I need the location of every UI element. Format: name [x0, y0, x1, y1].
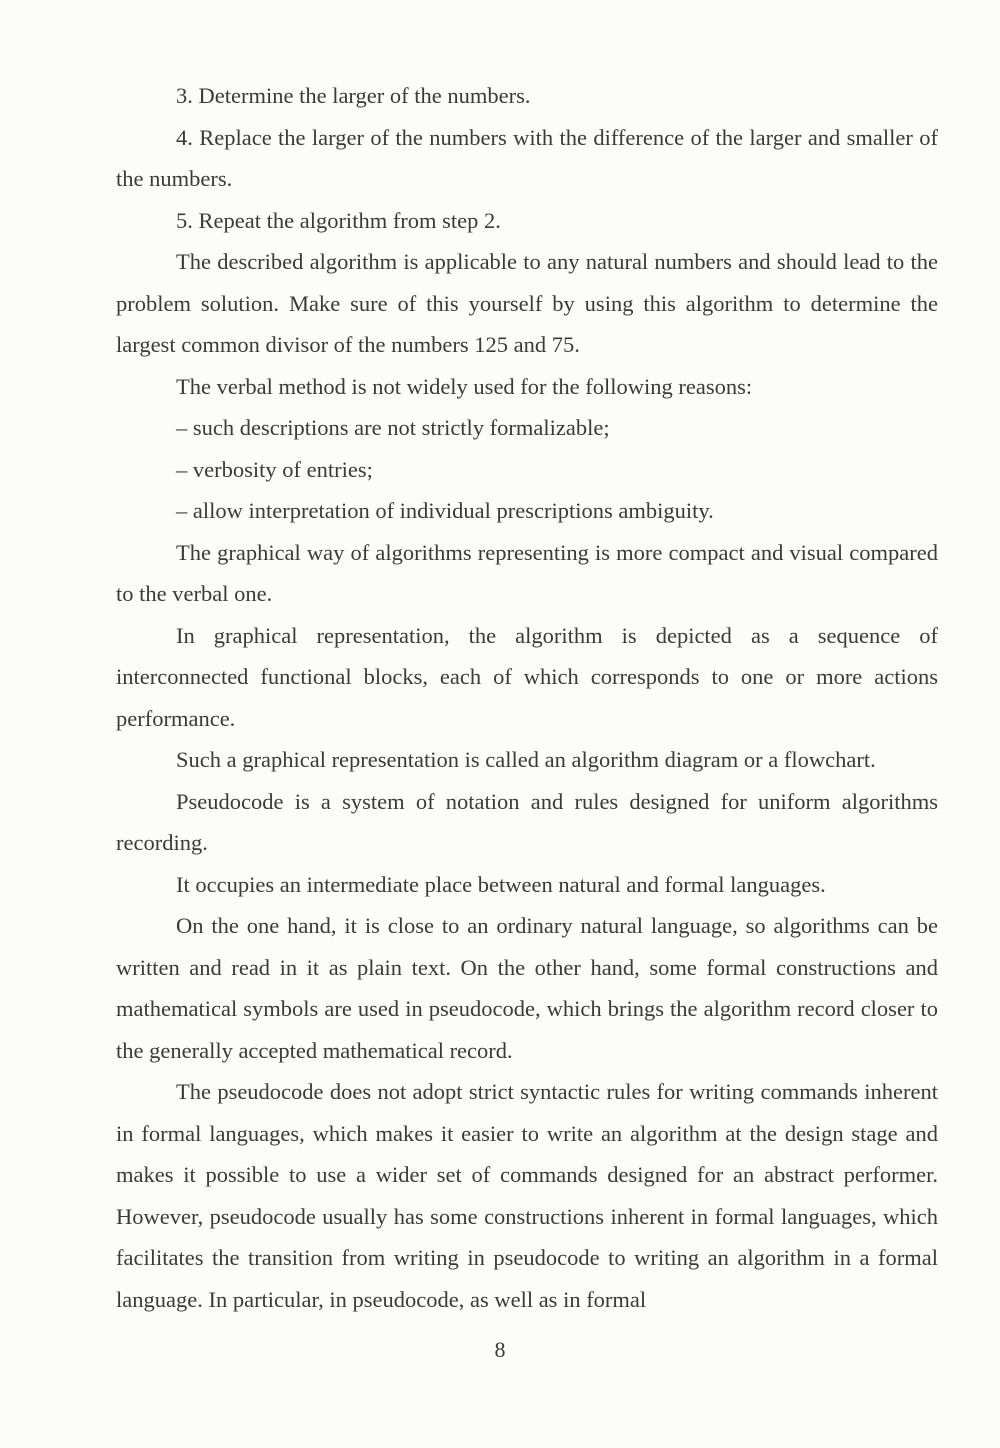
- algorithm-applicability-paragraph: The described algorithm is applicable to any natural numbers and should lead to the problem solution. Make sure of this yourself by using this algorithm to determine the largest common divisor of the numbers 125 and 75.: [116, 249, 938, 357]
- pseudocode-definition-paragraph: Pseudocode is a system of notation and rules designed for uniform algorithms recording.: [116, 788, 938, 855]
- graphical-representation-paragraph: In graphical representation, the algorithm is depicted as a sequence of interconnected functional blocks, each of which corresponds to one or more actions performance.: [116, 622, 938, 731]
- natural-language-paragraph: On the one hand, it is close to an ordinary natural language, so algorithms can be written and read in it as plain text. On the other hand, some formal constructions and mathematical symbols are used in pseudocode, which brings the algorithm record closer to the generally accepted mathematical record.: [116, 913, 938, 1063]
- page-number: 8: [494, 1337, 506, 1362]
- step-5-paragraph: 5. Repeat the algorithm from step 2.: [176, 207, 501, 233]
- reason-item-1: – such descriptions are not strictly formalizable;: [176, 415, 610, 440]
- flowchart-paragraph: Such a graphical representation is called an algorithm diagram or a flowchart.: [176, 747, 876, 772]
- syntactic-rules-paragraph: The pseudocode does not adopt strict syntactic rules for writing commands inherent in formal languages, which makes it easier to write an algorithm at the design stage and makes it possible to use a wider set of commands designed for an abstract performer. However, pseudocode usually has some constructions inherent in formal languages, which facilitates the transition from writing in pseudocode to writing an algorithm in a formal language. In particular, in pseudocode, as well as in formal: [116, 1079, 938, 1312]
- verbal-method-paragraph: The verbal method is not widely used for the following reasons:: [176, 373, 753, 399]
- body-text: [116, 75, 938, 1320]
- step-4-paragraph: 4. Replace the larger of the numbers with the difference of the larger and smaller of the numbers.: [116, 124, 938, 191]
- step-3-paragraph: 3. Determine the larger of the numbers.: [176, 83, 531, 108]
- graphical-way-paragraph: The graphical way of algorithms representing is more compact and visual compared to the verbal one.: [116, 539, 938, 606]
- reason-item-2: – verbosity of entries;: [176, 456, 373, 482]
- reason-item-3: – allow interpretation of individual prescriptions ambiguity.: [176, 498, 714, 523]
- intermediate-place-paragraph: It occupies an intermediate place between natural and formal languages.: [176, 871, 826, 897]
